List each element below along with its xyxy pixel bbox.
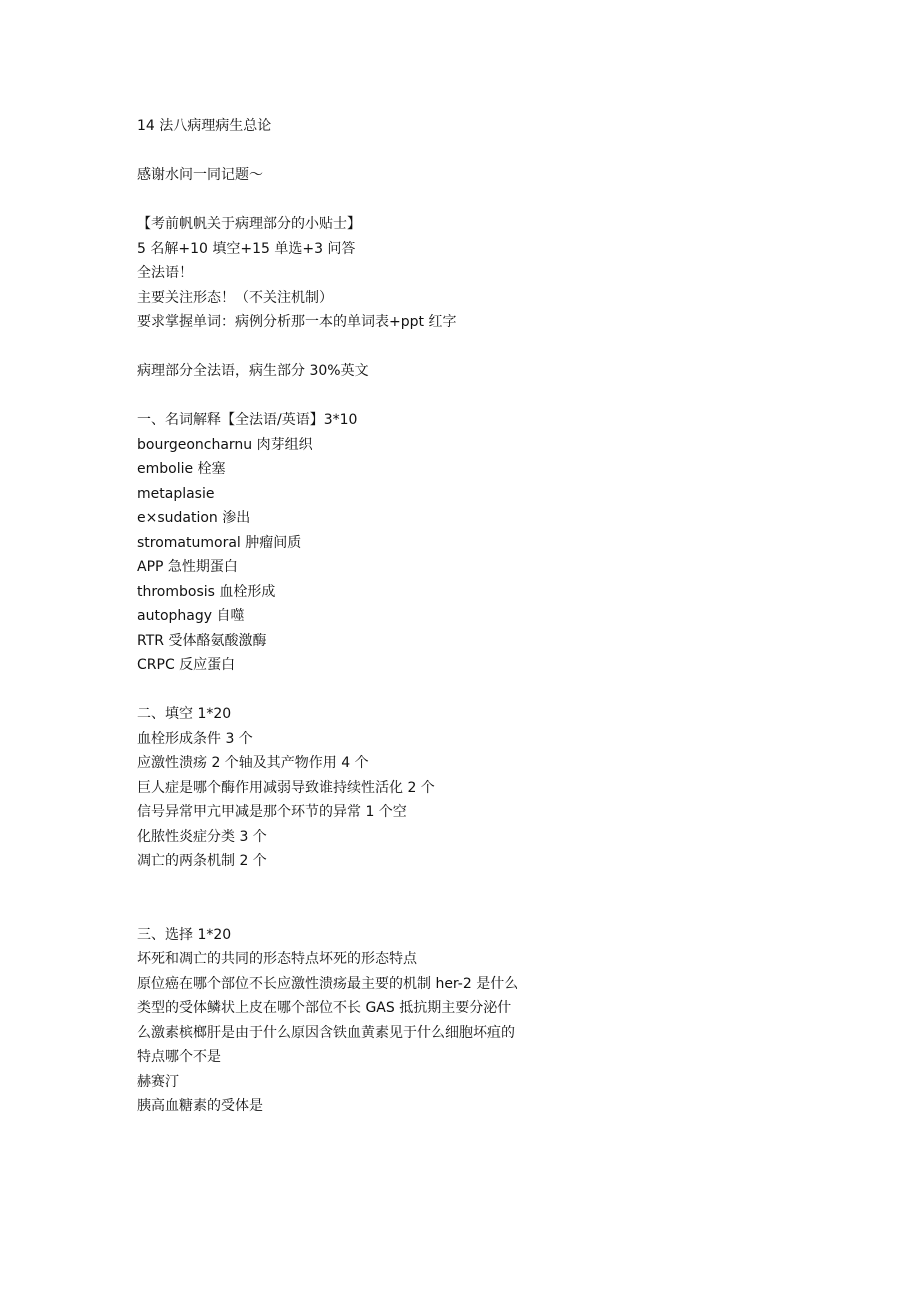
- choice-item: 原位癌在哪个部位不长应激性溃疡最主要的机制 her-2 是什么: [137, 975, 519, 992]
- term-item: embolie 栓塞: [137, 461, 226, 477]
- choice-item: 胰高血糖素的受体是: [137, 1098, 263, 1114]
- choice-item: 坏死和凋亡的共同的形态特点坏死的形态特点: [137, 951, 417, 967]
- document-body: [137, 114, 577, 1119]
- term-item: thrombosis 血栓形成: [137, 583, 276, 600]
- choice-item: 赫赛汀: [137, 1073, 179, 1090]
- term-item: autophagy 自噬: [137, 608, 245, 624]
- choice-item: 特点哪个不是: [137, 1049, 221, 1065]
- fill-item: 巨人症是哪个酶作用减弱导致谁持续性活化 2 个: [137, 779, 435, 796]
- term-item: bourgeoncharnu 肉芽组织: [137, 436, 313, 453]
- tips-line: 主要关注形态！（不关注机制）: [137, 289, 333, 306]
- section3-heading: 三、选择 1*20: [137, 926, 232, 943]
- tips-line: 全法语！: [137, 265, 193, 281]
- tips-heading: 【考前帆帆关于病理部分的小贴士】: [137, 216, 361, 232]
- term-item: CRPC 反应蛋白: [137, 657, 236, 673]
- fill-item: 血栓形成条件 3 个: [137, 730, 253, 747]
- choice-item: 么激素槟榔肝是由于什么原因含铁血黄素见于什么细胞坏疽的: [137, 1024, 515, 1041]
- choice-item: 类型的受体鳞状上皮在哪个部位不长 GAS 抵抗期主要分泌什: [137, 1000, 512, 1016]
- fill-item: 信号异常甲亢甲减是那个环节的异常 1 个空: [137, 804, 407, 820]
- language-note: 病理部分全法语，病生部分 30%英文: [137, 363, 369, 379]
- section2-heading: 二、填空 1*20: [137, 706, 232, 722]
- doc-title: 14 法八病理病生总论: [137, 118, 272, 134]
- term-item: e×sudation 渗出: [137, 510, 251, 526]
- fill-item: 化脓性炎症分类 3 个: [137, 828, 267, 845]
- tips-line: 要求掌握单词：病例分析那一本的单词表+ppt 红字: [137, 314, 457, 330]
- term-item: RTR 受体酪氨酸激酶: [137, 632, 267, 649]
- fill-item: 凋亡的两条机制 2 个: [137, 853, 267, 869]
- tips-line: 5 名解+10 填空+15 单选+3 问答: [137, 240, 356, 257]
- section1-heading: 一、名词解释【全法语/英语】3*10: [137, 412, 358, 428]
- term-item: stromatumoral 肿瘤间质: [137, 534, 302, 551]
- thanks-line: 感谢水问一同记题～: [137, 167, 263, 183]
- term-item: metaplasie: [137, 485, 215, 502]
- fill-item: 应激性溃疡 2 个轴及其产物作用 4 个: [137, 755, 369, 771]
- term-item: APP 急性期蛋白: [137, 559, 238, 575]
